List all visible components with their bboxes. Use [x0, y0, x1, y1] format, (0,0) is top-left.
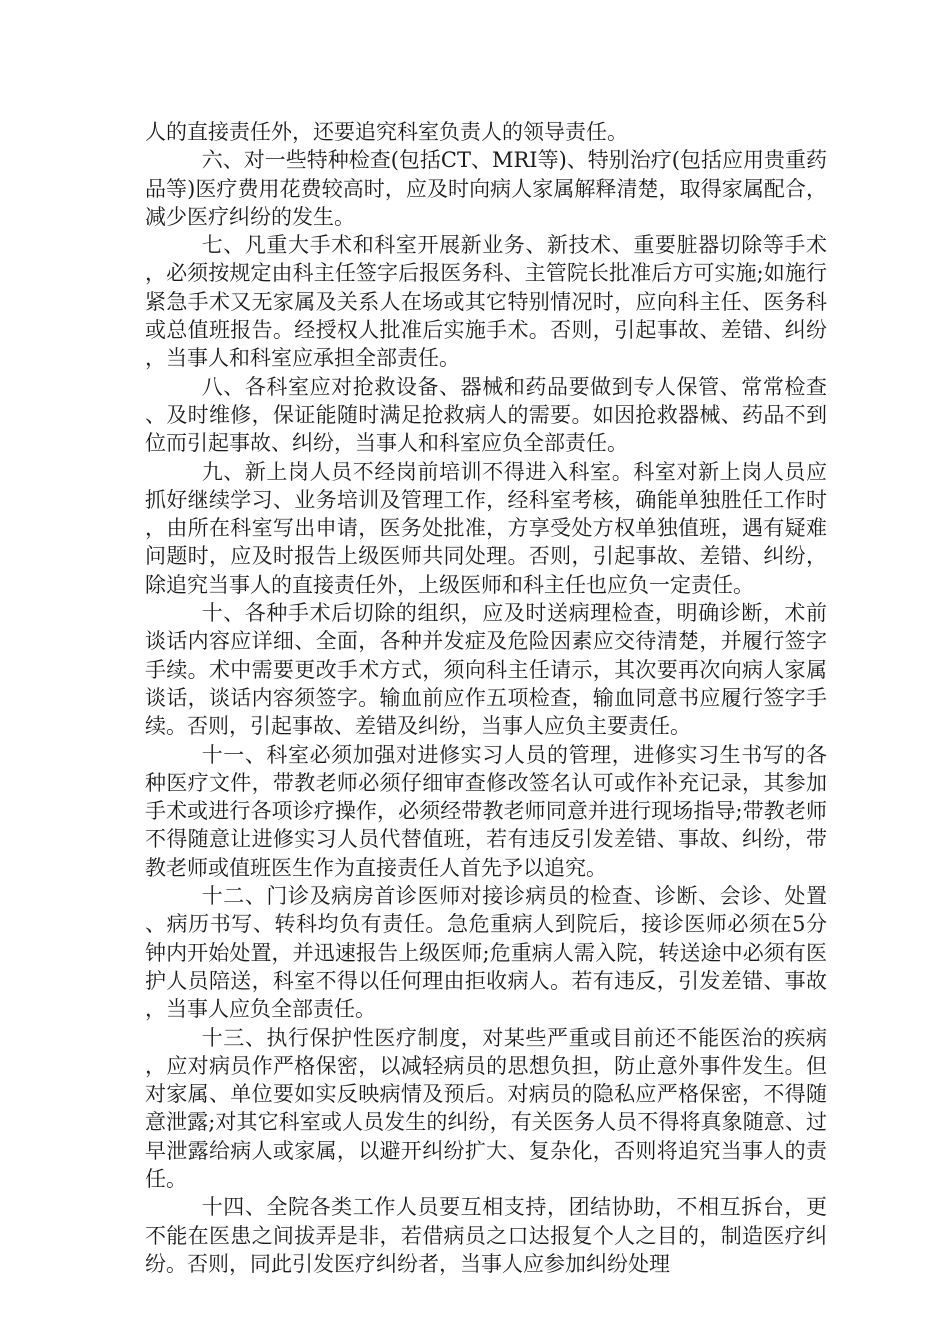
paragraph-item-7: 七、凡重大手术和科室开展新业务、新技术、重要脏器切除等手术，必须按规定由科主任签字后报医务科、主管院长批准后方可实施;如施行紧急手术又无家属及关系人在场或其它特别情况时，应向科主任、医务科或总值班报告。经授权人批准后实施手术。否则，引起事故、差错、纠纷，当事人和科室应承担全部责任。: [145, 233, 827, 371]
paragraph-item-11: 十一、科室必须加强对进修实习人员的管理，进修实习生书写的各种医疗文件，带教老师必须仔细审查修改签名认可或作补充记录，其参加手术或进行各项诊疗操作，必须经带教老师同意并进行现场指导;带教老师不得随意让进修实习人员代替值班，若有违反引发差错、事故、纠纷，带教老师或值班医生作为直接责任人首先予以追究。: [145, 742, 827, 880]
paragraph-item-12: 十二、门诊及病房首诊医师对接诊病员的检查、诊断、会诊、处置、病历书写、转科均负有责任。急危重病人到院后，接诊医师必须在5分钟内开始处置，并迅速报告上级医师;危重病人需入院，转送途中必须有医护人员陪送，科室不得以任何理由拒收病人。若有违反，引发差错、事故，当事人应负全部责任。: [145, 884, 827, 1022]
paragraph-item-13: 十三、执行保护性医疗制度，对某些严重或目前还不能医治的疾病，应对病员作严格保密，以减轻病员的思想负担，防止意外事件发生。但对家属、单位要如实反映病情及预后。对病员的隐私应严格保密，不得随意泄露;对其它科室或人员发生的纠纷，有关医务人员不得将真象随意、过早泄露给病人或家属，以避开纠纷扩大、复杂化，否则将追究当事人的责任。: [145, 1025, 827, 1191]
paragraph-item-14: 十四、全院各类工作人员要互相支持，团结协助，不相互拆台，更不能在医患之间拔弄是非，若借病员之口达报复个人之目的，制造医疗纠纷。否则，同此引发医疗纠纷者，当事人应参加纠纷处理: [145, 1195, 827, 1276]
paragraph-item-9: 九、新上岗人员不经岗前培训不得进入科室。科室对新上岗人员应抓好继续学习、业务培训及管理工作，经科室考核，确能单独胜任工作时，由所在科室写出申请，医务处批准，方享受处方权单独值班，遇有疑难问题时，应及时报告上级医师共同处理。否则，引起事故、差错、纠纷，除追究当事人的直接责任外，上级医师和科主任也应负一定责任。: [145, 459, 827, 597]
paragraph-continuation: 人的直接责任外，还要追究科室负责人的领导责任。: [145, 120, 628, 144]
paragraph-item-8: 八、各科室应对抢救设备、器械和药品要做到专人保管、常常检查、及时维修，保证能随时满足抢救病人的需要。如因抢救器械、药品不到位而引起事故、纠纷，当事人和科室应负全部责任。: [145, 374, 827, 456]
document-body: [145, 118, 827, 1278]
paragraph-item-10: 十、各种手术后切除的组织，应及时送病理检查，明确诊断，术前谈话内容应详细、全面，各种并发症及危险因素应交待清楚，并履行签字手续。术中需要更改手术方式，须向科主任请示，其次要再次向病人家属谈话，谈话内容须签字。输血前应作五项检查，输血同意书应履行签字手续。否则，引起事故、差错及纠纷，当事人应负主要责任。: [145, 601, 827, 739]
paragraph-item-6: 六、对一些特种检查(包括CT、MRI等)、特别治疗(包括应用贵重药品等)医疗费用花费较高时，应及时向病人家属解释清楚，取得家属配合，减少医疗纠纷的发生。: [145, 148, 827, 229]
